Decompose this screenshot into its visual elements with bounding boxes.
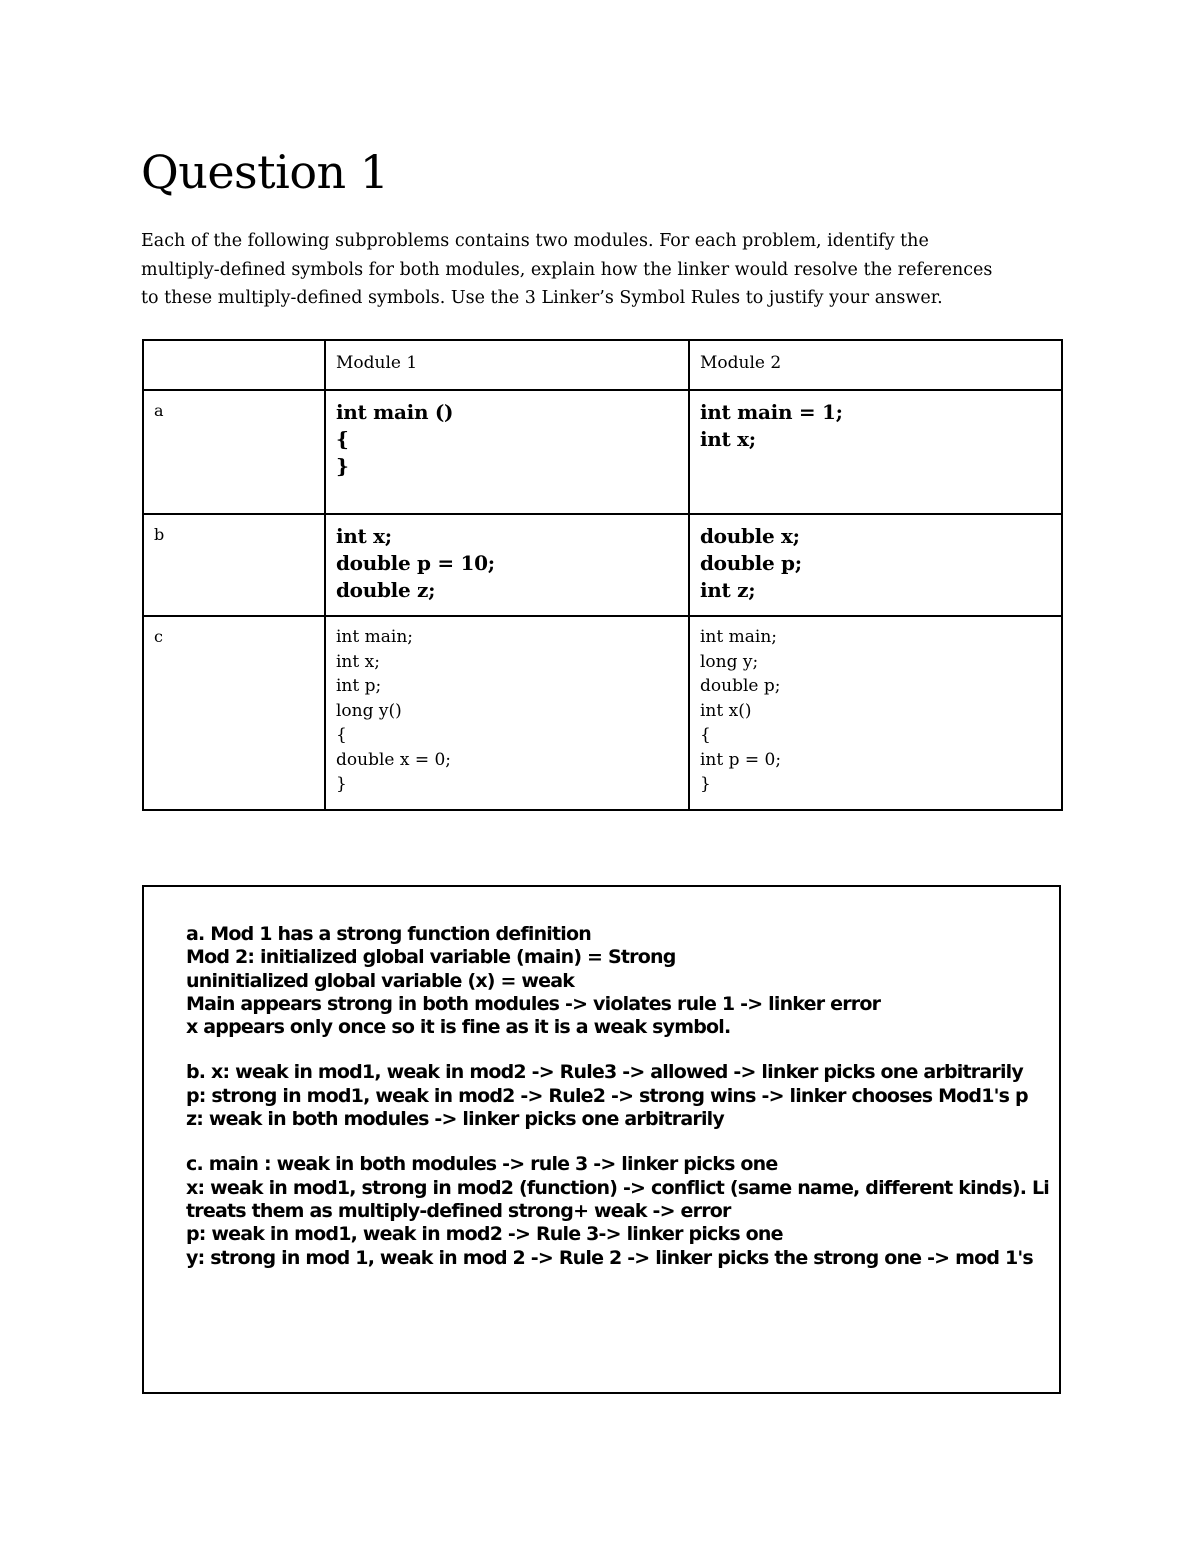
header-cell-module-2: Module 2 [689,340,1062,390]
code-line: { [700,725,711,745]
code-line: { [336,725,347,745]
answer-line: Main appears strong in both modules -> violates rule 1 -> linker error [186,992,881,1015]
module-2-code [689,390,1062,514]
intro-line: multiply-defined symbols for both modules, explain how the linker would resolve the references [141,259,993,280]
answer-line: treats them as multiply-defined strong+ weak -> error [186,1199,731,1222]
code-line: int p = 0; [700,749,782,770]
module-1-code [325,616,689,810]
module-1-code [325,514,689,616]
code-line: int main; [336,627,413,647]
table-row-b [143,514,1062,616]
table-row-c [143,616,1062,810]
answer-line: uninitialized global variable (x) = weak [186,969,575,992]
module-1-code [325,390,689,514]
code-line: int x() [700,700,752,721]
answer-spacer [186,1039,1049,1061]
code-block [700,399,1051,453]
intro-paragraph [141,227,1071,313]
answer-line: p: weak in mod1, weak in mod2 -> Rule 3-> linker picks one [186,1223,783,1246]
code-line: double x = 0; [336,749,452,770]
code-line: int z; [700,578,756,602]
code-line: int main = 1; [700,400,843,424]
page-title: Question 1 [141,145,389,199]
code-line: } [336,454,349,478]
modules-table [142,339,1063,811]
code-line: } [336,774,347,794]
code-block [336,399,678,480]
row-label: b [143,514,325,616]
intro-line: to these multiply-defined symbols. Use the 3 Linker’s Symbol Rules to justify your answer. [141,288,943,308]
header-cell-empty [143,340,325,390]
answer-line: x appears only once so it is fine as it is a weak symbol. [186,1016,731,1039]
row-label: c [143,616,325,810]
answer-spacer [186,1131,1049,1153]
table-row-a [143,390,1062,514]
code-block [336,523,678,604]
answer-line: x: weak in mod1, strong in mod2 (function) -> conflict (same name, different kinds). Li [186,1176,1049,1199]
code-line: double z; [336,578,436,602]
answer-box [142,885,1061,1394]
code-line: { [336,427,349,451]
answer-line: c. main : weak in both modules -> rule 3 -> linker picks one [186,1153,778,1176]
module-2-code [689,514,1062,616]
intro-line: Each of the following subproblems contains two modules. For each problem, identify the [141,231,929,251]
header-cell-module-1: Module 1 [325,340,689,390]
code-line: } [700,774,711,794]
code-line: int x; [700,427,756,451]
answer-line: b. x: weak in mod1, weak in mod2 -> Rule3 -> allowed -> linker picks one arbitrarily [186,1061,1023,1084]
module-2-code [689,616,1062,810]
answer-line: z: weak in both modules -> linker picks one arbitrarily [186,1108,724,1131]
code-line: int main () [336,400,454,424]
code-block [700,625,1051,797]
table-header-row [143,340,1062,390]
code-line: int x; [336,524,392,548]
code-line: long y; [700,651,759,672]
code-block [700,523,1051,604]
code-line: long y() [336,700,402,721]
row-label: a [143,390,325,514]
code-line: int p; [336,676,382,696]
code-line: double p; [700,551,802,575]
answer-line: y: strong in mod 1, weak in mod 2 -> Rule 2 -> linker picks the strong one -> mod 1's [186,1246,1033,1269]
code-line: double x; [700,524,800,548]
code-line: double p; [700,676,781,696]
code-line: int main; [700,627,777,647]
answer-text [186,923,1049,1270]
code-block [336,625,678,797]
answer-line: p: strong in mod1, weak in mod2 -> Rule2 -> strong wins -> linker chooses Mod1's p [186,1084,1028,1107]
code-line: int x; [336,651,380,672]
code-line: double p = 10; [336,551,495,575]
answer-line: a. Mod 1 has a strong function definition [186,923,591,945]
answer-line: Mod 2: initialized global variable (main) = Strong [186,946,676,969]
